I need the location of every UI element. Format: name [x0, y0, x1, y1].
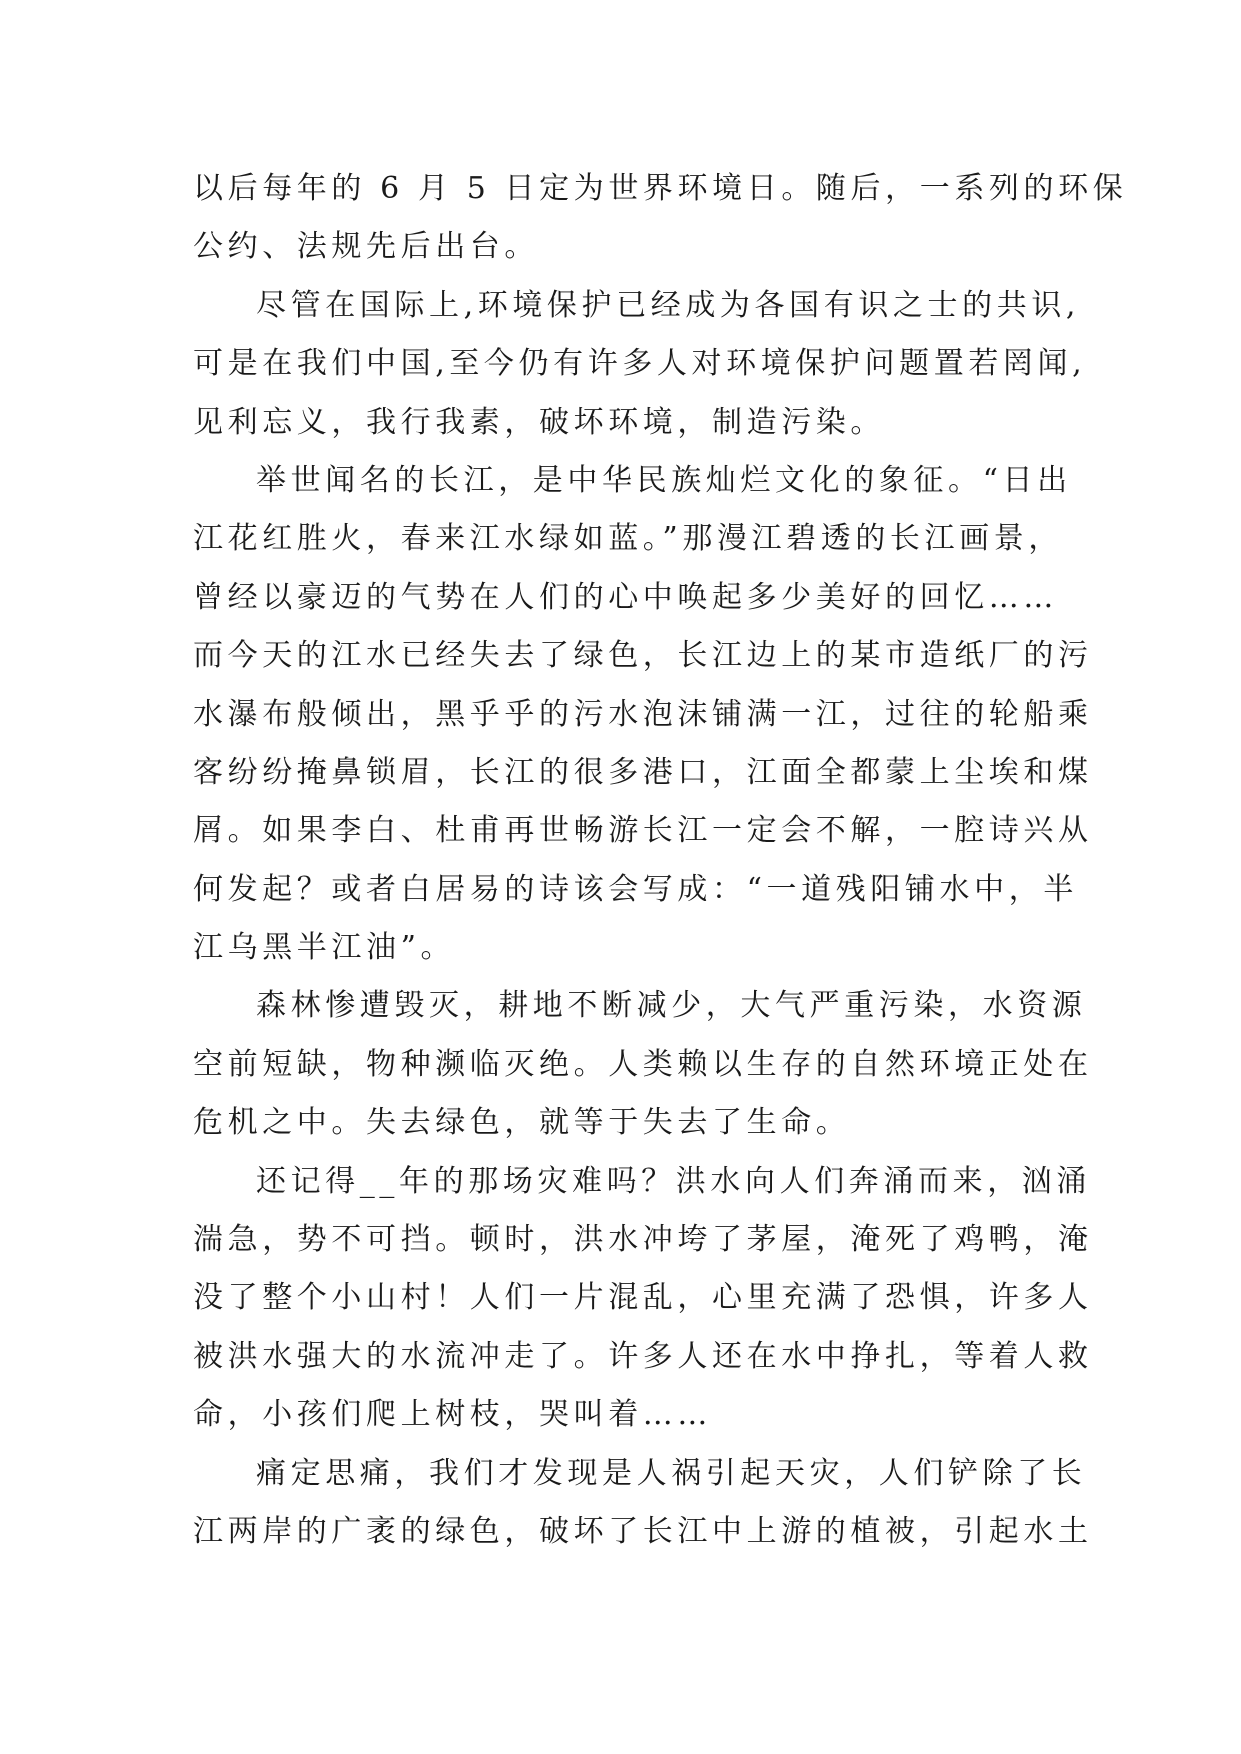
text-line: 可是在我们中国,至今仍有许多人对环境保护问题置若罔闻, — [193, 346, 1087, 382]
text-line: 还记得__年的那场灾难吗？洪水向人们奔涌而来，汹涌 — [256, 1163, 1091, 1199]
text-line: 危机之中。失去绿色，就等于失去了生命。 — [193, 1105, 851, 1141]
text-line: 屑。如果李白、杜甫再世畅游长江一定会不解，一腔诗兴从 — [193, 813, 1093, 849]
text-line: 江花红胜火，春来江水绿如蓝。”那漫江碧透的长江画景， — [193, 521, 1063, 557]
text-line: 江乌黑半江油”。 — [193, 930, 456, 966]
text-line: 见利忘义，我行我素，破坏环境，制造污染。 — [193, 404, 885, 440]
text-line: 没了整个小山村！人们一片混乱，心里充满了恐惧，许多人 — [193, 1280, 1093, 1316]
text-line: 痛定思痛，我们才发现是人祸引起天灾，人们铲除了长 — [256, 1455, 1087, 1491]
text-line: 森林惨遭毁灭，耕地不断减少，大气严重污染，水资源 — [256, 988, 1087, 1024]
text-line: 以后每年的 6 月 5 日定为世界环境日。随后，一系列的环保 — [193, 171, 1128, 206]
text-line: 湍急，势不可挡。顿时，洪水冲垮了茅屋，淹死了鸡鸭，淹 — [193, 1222, 1093, 1258]
text-line: 客纷纷掩鼻锁眉，长江的很多港口，江面全都蒙上尘埃和煤 — [193, 754, 1093, 790]
text-line: 曾经以豪迈的气势在人们的心中唤起多少美好的回忆…… — [193, 579, 1058, 615]
text-line: 何发起？或者白居易的诗该会写成：“一道残阳铺水中，半 — [193, 871, 1078, 907]
text-line: 空前短缺，物种濒临灭绝。人类赖以生存的自然环境正处在 — [193, 1046, 1093, 1082]
text-line: 举世闻名的长江，是中华民族灿烂文化的象征。“日出 — [256, 462, 1072, 498]
text-line: 而今天的江水已经失去了绿色，长江边上的某市造纸厂的污 — [193, 638, 1093, 674]
text-line: 水瀑布般倾出，黑乎乎的污水泡沫铺满一江，过往的轮船乘 — [193, 696, 1093, 732]
text-line: 被洪水强大的水流冲走了。许多人还在水中挣扎，等着人救 — [193, 1338, 1093, 1374]
text-line: 命，小孩们爬上树枝，哭叫着…… — [193, 1397, 712, 1433]
text-line: 尽管在国际上,环境保护已经成为各国有识之士的共识, — [256, 287, 1081, 323]
body-text — [193, 160, 1128, 1561]
text-line: 公约、法规先后出台。 — [193, 229, 539, 265]
text-line: 江两岸的广袤的绿色，破坏了长江中上游的植被，引起水土 — [193, 1513, 1093, 1549]
